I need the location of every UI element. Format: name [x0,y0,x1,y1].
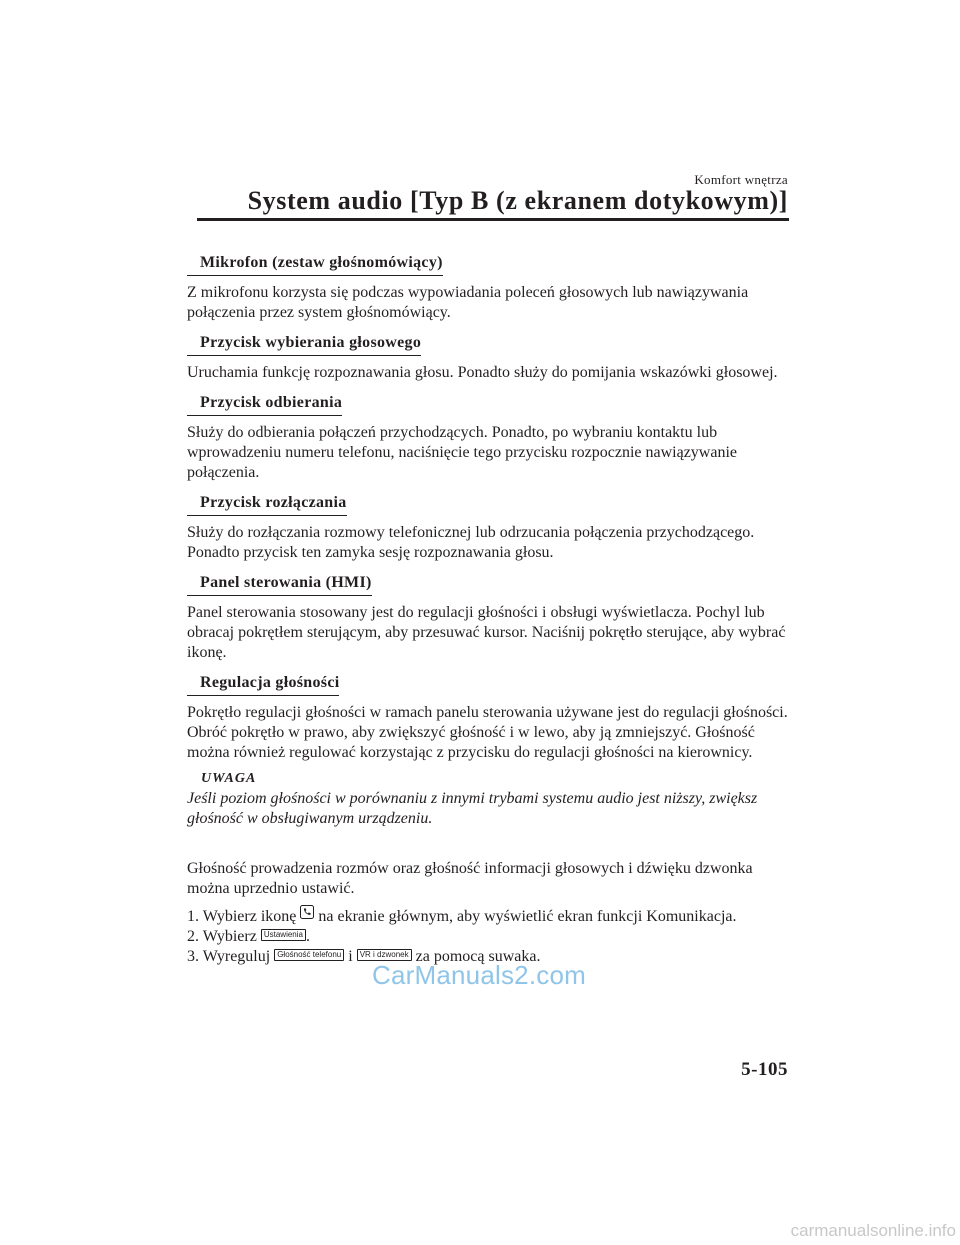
section-control-panel [187,569,792,663]
section-body: Uruchamia funkcję rozpoznawania głosu. Ponadto służy do pomijania wskazówki głosowej. [187,364,778,381]
vr-ringtone-button-image: VR i dzwonek [357,949,412,961]
section-heading: Panel sterowania (HMI) [187,573,372,596]
section-body: Pokrętło regulacji głośności w ramach panelu sterowania używane jest do regulacji głośności. Obróć pokrętło w prawo, aby zwiększyć głośność i w lewo, aby ją zmniejszyć. Głośność można również regulować korzystając z przycisku do regulacji głośności na kierownicy. [187,704,788,761]
settings-button-image: Ustawienia [261,929,306,941]
step-item [187,927,792,947]
step-text: Wyreguluj [202,948,271,965]
carmanuals-watermark: CarManuals2.com [372,960,586,990]
footer-watermark: carmanualsonline.info [790,1221,956,1240]
note-box [187,769,792,829]
section-body: Panel sterowania stosowany jest do regulacji głośności i obsługi wyświetlacza. Pochyl lub obracaj pokrętłem sterującym, aby przesuwać kursor. Naciśnij pokrętło sterujące, aby wybrać ikonę. [187,604,786,661]
header-section-label: Komfort wnętrza [694,172,788,187]
step-number: 1. [187,908,199,925]
section-heading: Przycisk odbierania [187,393,342,416]
step-text: . [305,928,310,945]
step-number: 3. [187,948,199,965]
section-heading: Przycisk wybierania głosowego [187,333,421,356]
section-body: Z mikrofonu korzysta się podczas wypowiadania poleceń głosowych lub nawiązywania połączenia przez system głośnomówiący. [187,284,749,321]
step-text: za pomocą suwaka. [415,948,541,965]
step-item [187,905,792,927]
phone-volume-button-image: Głośność telefonu [274,949,344,961]
section-body: Służy do odbierania połączeń przychodzących. Ponadto, po wybraniu kontaktu lub wprowadzeniu numeru telefonu, naciśnięcie tego przycisku rozpocznie nawiązywanie połączenia. [187,424,737,481]
step-text: i [348,948,353,965]
note-label: UWAGA [201,771,257,786]
header-title: System audio [Typ B (z ekranem dotykowym)] [247,186,788,215]
section-heading: Przycisk rozłączania [187,493,347,516]
step-number: 2. [187,928,199,945]
section-microphone [187,253,792,323]
section-volume-control [187,669,792,763]
section-heading: Mikrofon (zestaw głośnomówiący) [187,253,443,276]
header-divider [197,218,789,221]
note-text: Jeśli poziom głośności w porównaniu z innymi trybami systemu audio jest niższy, zwiększ głośność w obsługiwanym urządzeniu. [187,790,758,827]
section-answer-button [187,389,792,483]
section-body: Służy do rozłączania rozmowy telefonicznej lub odrzucania połączenia przychodzącego. Ponadto przycisk ten zamyka sesję rozpoznawania głosu. [187,524,755,561]
section-voice-dial-button [187,329,792,383]
step-text: Wybierz ikonę [202,908,297,925]
steps-list [187,905,792,967]
intro-paragraph: Głośność prowadzenia rozmów oraz głośność informacji głosowych i dźwięku dzwonka można uprzednio ustawić. [187,860,753,897]
step-text: na ekranie głównym, aby wyświetlić ekran funkcji Komunikacja. [318,908,737,925]
step-text: Wybierz [202,928,257,945]
section-hang-up-button [187,489,792,563]
content-body [187,253,792,967]
section-heading: Regulacja głośności [187,673,339,696]
phone-icon [300,905,314,919]
page-number: 5-105 [741,1059,788,1080]
